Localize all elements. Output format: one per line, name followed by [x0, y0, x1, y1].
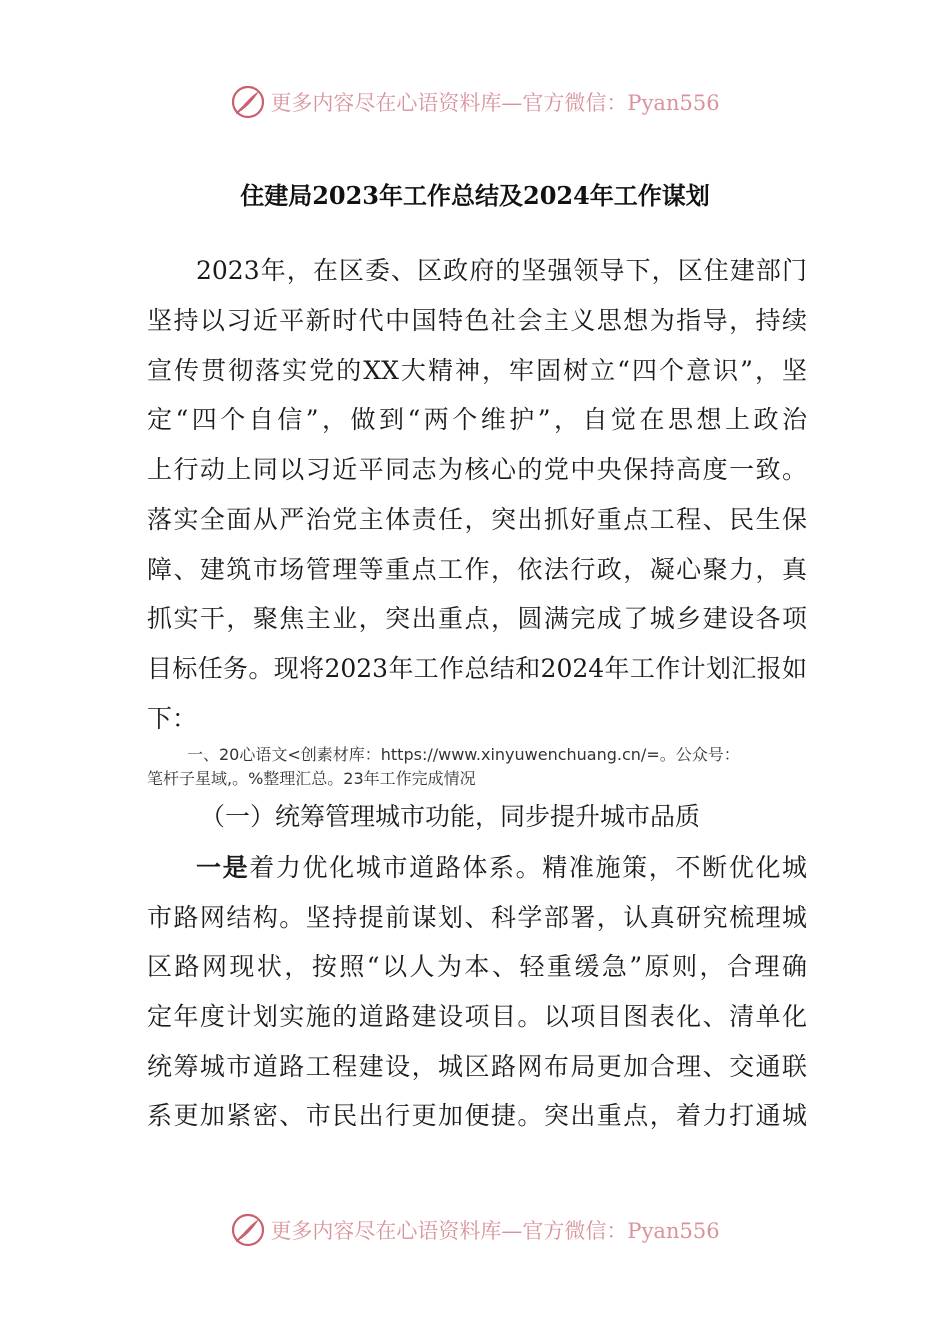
intro-line: 落实全面从严治党主体责任，突出抓好重点工程、民生保 [147, 505, 807, 534]
quill-pen-logo-icon [230, 1212, 266, 1248]
inserted-note-line: 一、20心语文<创素材库：https://www.xinyuwenchuang.cn/=。公众号： [187, 745, 740, 764]
body-line: 区路网现状，按照“以人为本、轻重缓急”原则，合理确 [147, 952, 807, 981]
section-subheading: （一）统筹管理城市功能，同步提升城市品质 [200, 802, 701, 831]
footer-watermark-banner [0, 1210, 950, 1250]
intro-line: 坚持以习近平新时代中国特色社会主义思想为指导，持续 [147, 306, 807, 335]
banner-text: 更多内容尽在心语资料库—官方微信：Pyan556 [270, 1219, 720, 1243]
inserted-note-line: 笔杆子星域,。%整理汇总。23年工作完成情况 [147, 769, 476, 788]
body-line: 系更加紧密、市民出行更加便捷。突出重点，着力打通城 [147, 1101, 807, 1130]
intro-line: 障、建筑市场管理等重点工作，依法行政，凝心聚力，真 [147, 555, 807, 584]
body-line: 市路网结构。坚持提前谋划、科学部署，认真研究梳理城 [147, 903, 807, 932]
body-line: 统筹城市道路工程建设，城区路网布局更加合理、交通联 [147, 1052, 807, 1081]
body-line: 定年度计划实施的道路建设项目。以项目图表化、清单化 [147, 1002, 807, 1031]
intro-line: 宣传贯彻落实党的XX大精神，牢固树立“四个意识”，坚 [147, 356, 807, 385]
intro-line: 下： [147, 704, 198, 733]
document-title: 住建局2023年工作总结及2024年工作谋划 [240, 181, 710, 210]
intro-line: 目标任务。现将2023年工作总结和2024年工作计划汇报如 [147, 654, 807, 683]
intro-line: 上行动上同以习近平同志为核心的党中央保持高度一致。 [147, 455, 807, 484]
quill-pen-logo-icon [230, 84, 266, 120]
point-label: 一是 [196, 853, 250, 882]
intro-line: 2023年，在区委、区政府的坚强领导下，区住建部门 [196, 256, 807, 285]
body-line: 一是着力优化城市道路体系。精准施策，不断优化城 [196, 853, 807, 882]
header-watermark-banner [0, 82, 950, 122]
banner-text: 更多内容尽在心语资料库—官方微信：Pyan556 [270, 91, 720, 115]
intro-line: 抓实干，聚焦主业，突出重点，圆满完成了城乡建设各项 [147, 604, 807, 633]
intro-line: 定“四个自信”，做到“两个维护”，自觉在思想上政治 [147, 405, 807, 434]
